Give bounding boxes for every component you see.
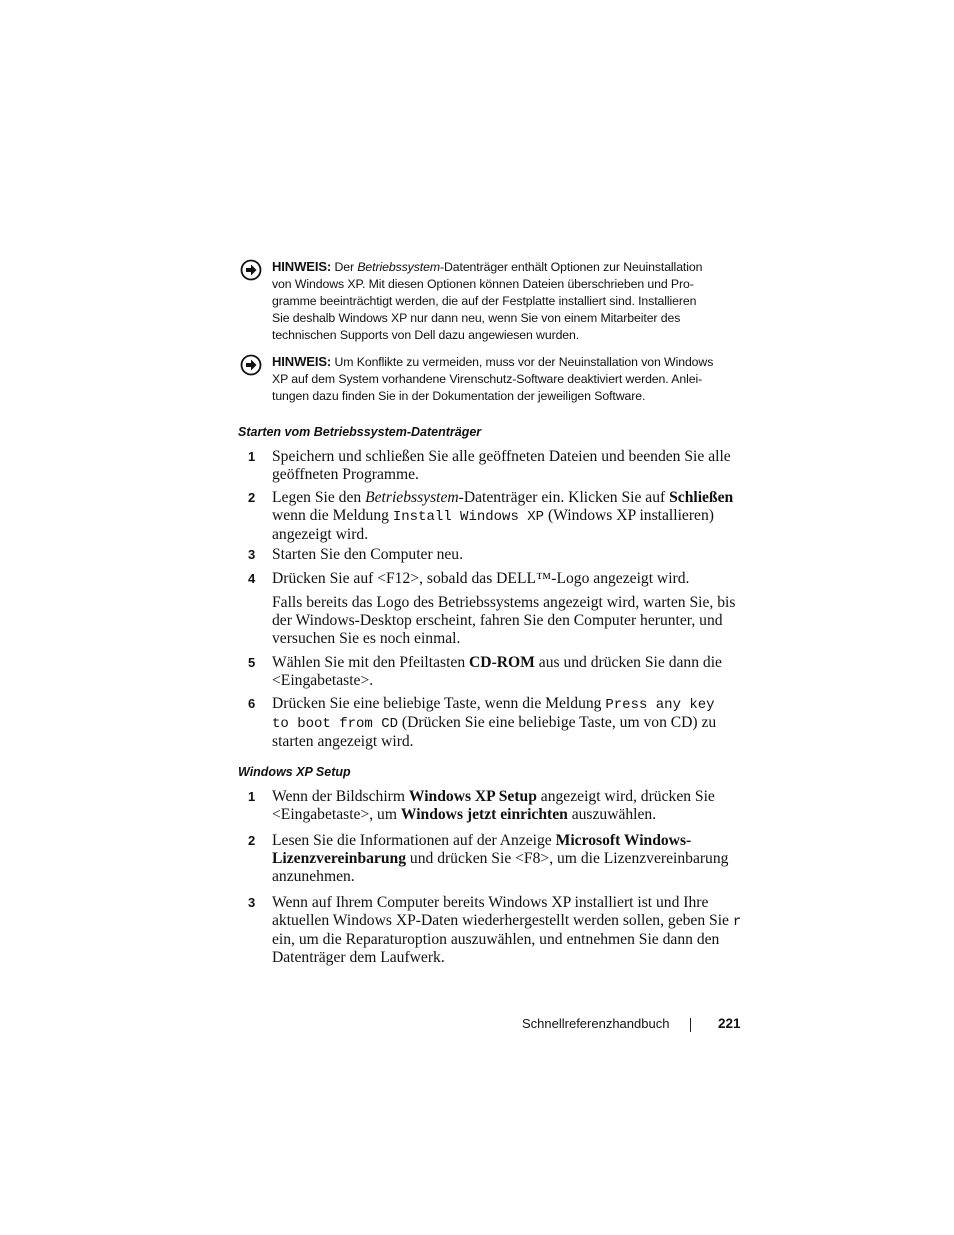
notice-2-text: HINWEIS: Um Konflikte zu vermeiden, muss vor der Neuinstallation von Windows XP auf dem System vorhandene Virenschutz-Software deaktiviert werden. Anlei- tungen dazu finden Sie in der Dokumentation der jeweiligen Software. — [272, 354, 714, 403]
list-item: 5 Wählen Sie mit den Pfeiltasten CD-ROM aus und drücken Sie dann die <Eingabetaste>. — [248, 654, 722, 689]
list-item: 4 Drücken Sie auf <F12>, sobald das DELL™-Logo angezeigt wird. Falls bereits das Logo des Betriebssystems angezeigt wird, warten Sie, bis der Windows-Desktop erscheint, fahren Sie den Computer herunter, und versuchen Sie es noch einmal. — [248, 570, 736, 647]
notice-1 — [238, 258, 738, 344]
notice-2 — [238, 353, 738, 405]
list-item: 3 Wenn auf Ihrem Computer bereits Windows XP installiert ist und Ihre aktuellen Windows XP-Daten wiederhergestellt werden sollen, geben Sie r ein, um die Reparaturoption auszuwählen, und entnehmen Sie dann den Datenträger dem Laufwerk. — [248, 894, 742, 966]
step-number: 2 — [248, 490, 256, 505]
footer-title: Schnellreferenzhandbuch — [522, 1016, 670, 1031]
page-footer — [0, 1016, 954, 1036]
list-item: 3 Starten Sie den Computer neu. — [248, 546, 463, 563]
step-number: 2 — [248, 833, 256, 848]
footer-divider — [690, 1018, 691, 1032]
step-number: 5 — [248, 655, 256, 670]
list-item: 6 Drücken Sie eine beliebige Taste, wenn die Meldung Press any key to boot from CD (Drücken Sie eine beliebige Taste, um von CD) zu starten angezeigt wird. — [248, 695, 717, 750]
step-number: 4 — [248, 571, 256, 586]
page-number: 221 — [718, 1016, 741, 1031]
list-item: 2 Legen Sie den Betriebssystem-Datenträger ein. Klicken Sie auf Schließen wenn die Meldung Install Windows XP (Windows XP installieren) angezeigt wird. — [248, 489, 734, 543]
notice-1-text: HINWEIS: Der Betriebssystem-Datenträger enthält Optionen zur Neuinstallation von Windows XP. Mit diesen Optionen können Dateien überschrieben und Pro- gramme beeinträchtigt werden, die auf der Festplatte installiert sind. Installieren Sie deshalb Windows XP nur dann neu, wenn Sie von einem Mitarbeiter des technischen Supports von Dell dazu angewiesen wurden. — [272, 259, 703, 342]
step-number: 3 — [248, 547, 256, 562]
section-heading: Windows XP Setup — [238, 765, 351, 779]
step-number: 1 — [248, 789, 256, 804]
step-number: 1 — [248, 449, 256, 464]
step-number: 3 — [248, 895, 256, 910]
notice-label: HINWEIS: — [272, 354, 332, 369]
list-item: 2 Lesen Sie die Informationen auf der Anzeige Microsoft Windows- Lizenzvereinbarung und drücken Sie <F8>, um die Lizenzvereinbarung anzunehmen. — [248, 832, 729, 885]
list-item: 1 Wenn der Bildschirm Windows XP Setup angezeigt wird, drücken Sie <Eingabetaste>, um Windows jetzt einrichten auszuwählen. — [248, 788, 715, 823]
notice-label: HINWEIS: — [272, 259, 332, 274]
list-item: 1 Speichern und schließen Sie alle geöffneten Dateien und beenden Sie alle geöffneten Programme. — [248, 448, 731, 483]
notice-arrow-icon — [240, 354, 262, 376]
notice-arrow-icon — [240, 259, 262, 281]
section-heading: Starten vom Betriebssystem-Datenträger — [238, 425, 482, 439]
step-number: 6 — [248, 696, 256, 711]
